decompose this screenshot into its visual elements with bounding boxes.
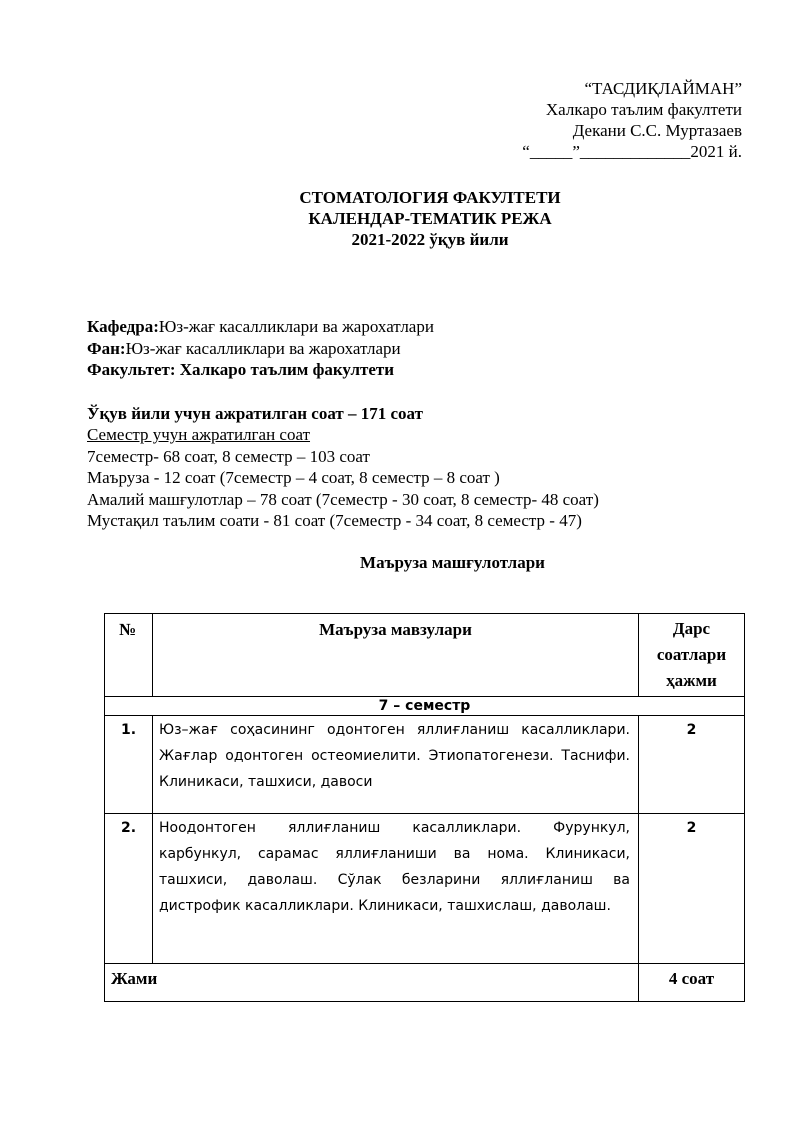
total-row <box>105 964 745 1002</box>
row-hours: 2 <box>639 716 745 814</box>
approval-date: “_____”_____________2021 й. <box>522 142 742 161</box>
semester-heading: Семестр учун ажратилган соат <box>87 425 311 444</box>
total-label: Жами <box>105 964 639 1002</box>
lecture-hours-line: Маъруза - 12 соат (7семестр – 4 соат, 8 семестр – 8 соат ) <box>87 468 500 487</box>
section-title: Маъруза машғулотлари <box>360 553 545 572</box>
header-number: № <box>105 614 153 697</box>
total-hours-line: Ўқув йили учун ажратилган соат – 171 соат <box>87 403 423 423</box>
plan-title: КАЛЕНДАР-ТЕМАТИК РЕЖА <box>308 209 552 228</box>
academic-year: 2021-2022 ўқув йили <box>351 230 509 249</box>
practical-hours-line: Амалий машғулотлар – 78 соат (7семестр - 30 соат, 8 семестр- 48 соат) <box>87 489 599 509</box>
row-hours: 2 <box>639 814 745 964</box>
lectures-table <box>104 613 745 1002</box>
subject-line <box>87 338 599 360</box>
header-topic: Маъруза мавзулари <box>153 614 639 697</box>
header-hours: Дарс соатлари ҳажми <box>639 614 745 697</box>
table-row <box>105 716 745 814</box>
total-value: 4 соат <box>639 964 745 1002</box>
subject-value: Юз-жағ касалликлари ва жарохатлари <box>125 338 401 358</box>
table-row <box>105 814 745 964</box>
semester-label: 7 – семестр <box>378 698 471 714</box>
course-info <box>87 316 599 532</box>
faculty-line: Факультет: Халкаро таълим факултети <box>87 360 395 379</box>
row-topic: Ноодонтоген яллиғланиш касалликлари. Фурункул, карбункул, сарамас яллиғланиши ва нома. Клиникаси, ташхиси, даволаш. Сўлак безларини яллиғланиш ва дистрофик касалликлари. Клиникаси, ташхислаш, даволаш. <box>153 814 639 964</box>
faculty-title: СТОМАТОЛОГИЯ ФАКУЛТЕТИ <box>299 188 561 207</box>
semester-row <box>105 697 745 716</box>
department-label: Кафедра: <box>87 317 159 336</box>
independent-hours-line: Мустақил таълим соати - 81 соат (7семестр - 34 соат, 8 семестр - 47) <box>87 511 582 530</box>
subject-label: Фан: <box>87 338 126 358</box>
approval-dean: Декани С.С. Муртазаев <box>572 121 742 140</box>
department-line <box>87 316 599 338</box>
approval-block <box>522 78 742 162</box>
row-topic: Юз–жағ соҳасининг одонтоген яллиғланиш касалликлари. Жағлар одонтоген остеомиелити. Этиопатогенези. Таснифи. Клиникаси, ташхиси, давоси <box>153 716 639 814</box>
document-title-block <box>0 187 800 250</box>
semester-cell <box>105 697 745 716</box>
approval-faculty: Халкаро таълим факултети <box>545 100 742 119</box>
department-value: Юз-жағ касалликлари ва жарохатлари <box>158 317 434 336</box>
table-header-row <box>105 614 745 697</box>
row-number: 2. <box>105 814 153 964</box>
row-number: 1. <box>105 716 153 814</box>
semester-hours-line: 7семестр- 68 соат, 8 семестр – 103 соат <box>87 446 370 466</box>
approval-title: “ТАСДИҚЛАЙМАН” <box>584 79 742 98</box>
